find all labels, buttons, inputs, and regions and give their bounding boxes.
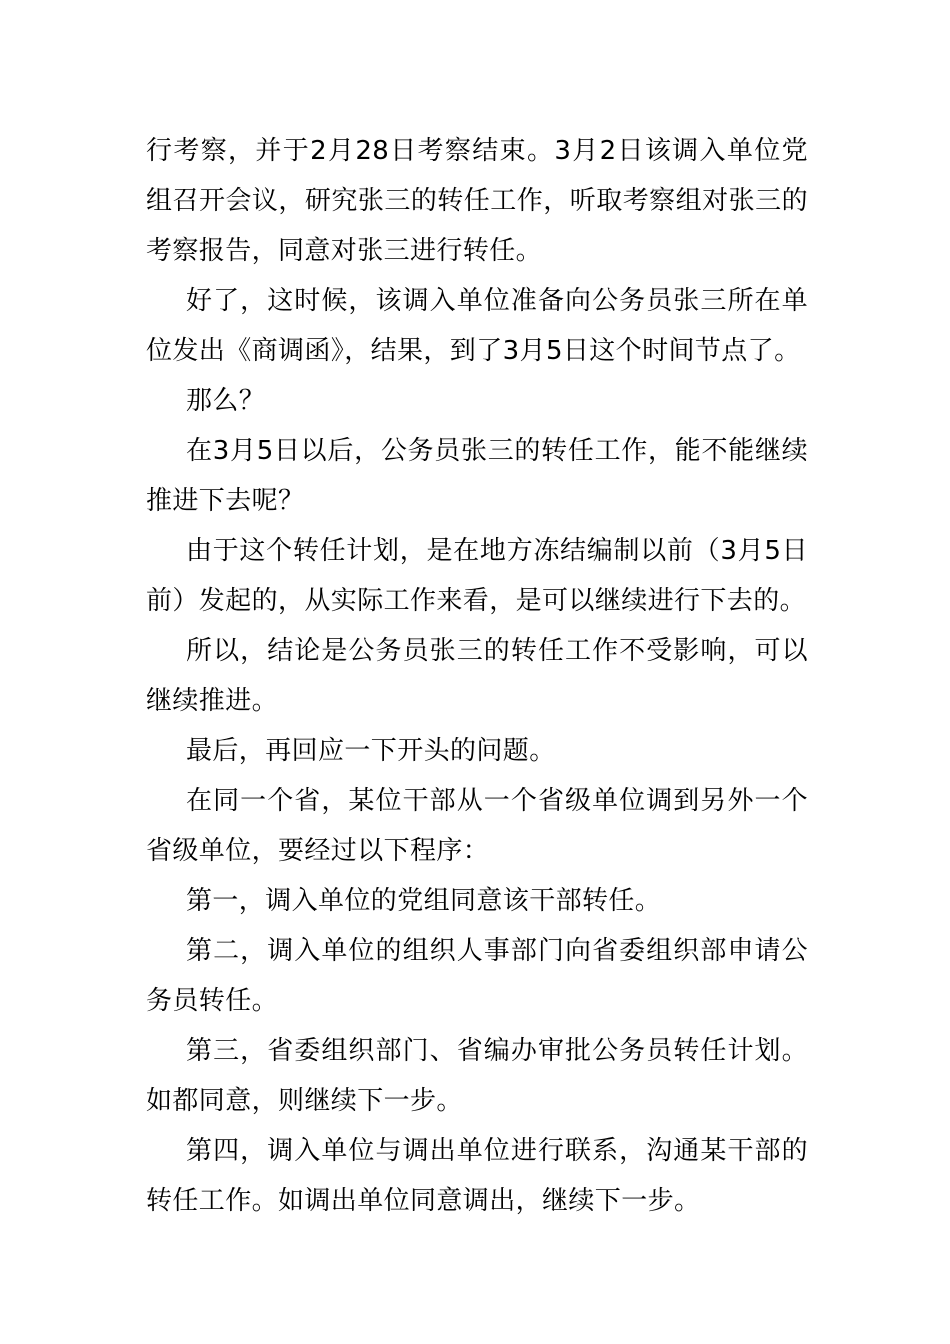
paragraph-10: 第二，调入单位的组织人事部门向省委组织部申请公务员转任。 bbox=[146, 936, 808, 1016]
paragraph-11: 第三，省委组织部门、省编办审批公务员转任计划。如都同意，则继续下一步。 bbox=[146, 1036, 808, 1116]
paragraph-8: 在同一个省，某位干部从一个省级单位调到另外一个省级单位，要经过以下程序： bbox=[146, 786, 808, 866]
paragraph-9: 第一，调入单位的党组同意该干部转任。 bbox=[186, 886, 662, 916]
paragraph-5: 由于这个转任计划，是在地方冻结编制以前（3月5日前）发起的，从实际工作来看，是可以继续进行下去的。 bbox=[146, 536, 808, 616]
paragraph-1: 行考察，并于2月28日考察结束。3月2日该调入单位党组召开会议，研究张三的转任工作，听取考察组对张三的考察报告，同意对张三进行转任。 bbox=[146, 136, 808, 266]
paragraph-12: 第四，调入单位与调出单位进行联系，沟通某干部的转任工作。如调出单位同意调出，继续下一步。 bbox=[146, 1136, 808, 1216]
paragraph-2: 好了，这时候，该调入单位准备向公务员张三所在单位发出《商调函》，结果，到了3月5日这个时间节点了。 bbox=[146, 286, 808, 366]
paragraph-6: 所以，结论是公务员张三的转任工作不受影响，可以继续推进。 bbox=[146, 636, 808, 716]
paragraph-7: 最后，再回应一下开头的问题。 bbox=[186, 736, 556, 766]
paragraph-3: 那么？ bbox=[186, 386, 266, 416]
document-body bbox=[146, 126, 808, 1226]
paragraph-4: 在3月5日以后，公务员张三的转任工作，能不能继续推进下去呢？ bbox=[146, 436, 808, 516]
